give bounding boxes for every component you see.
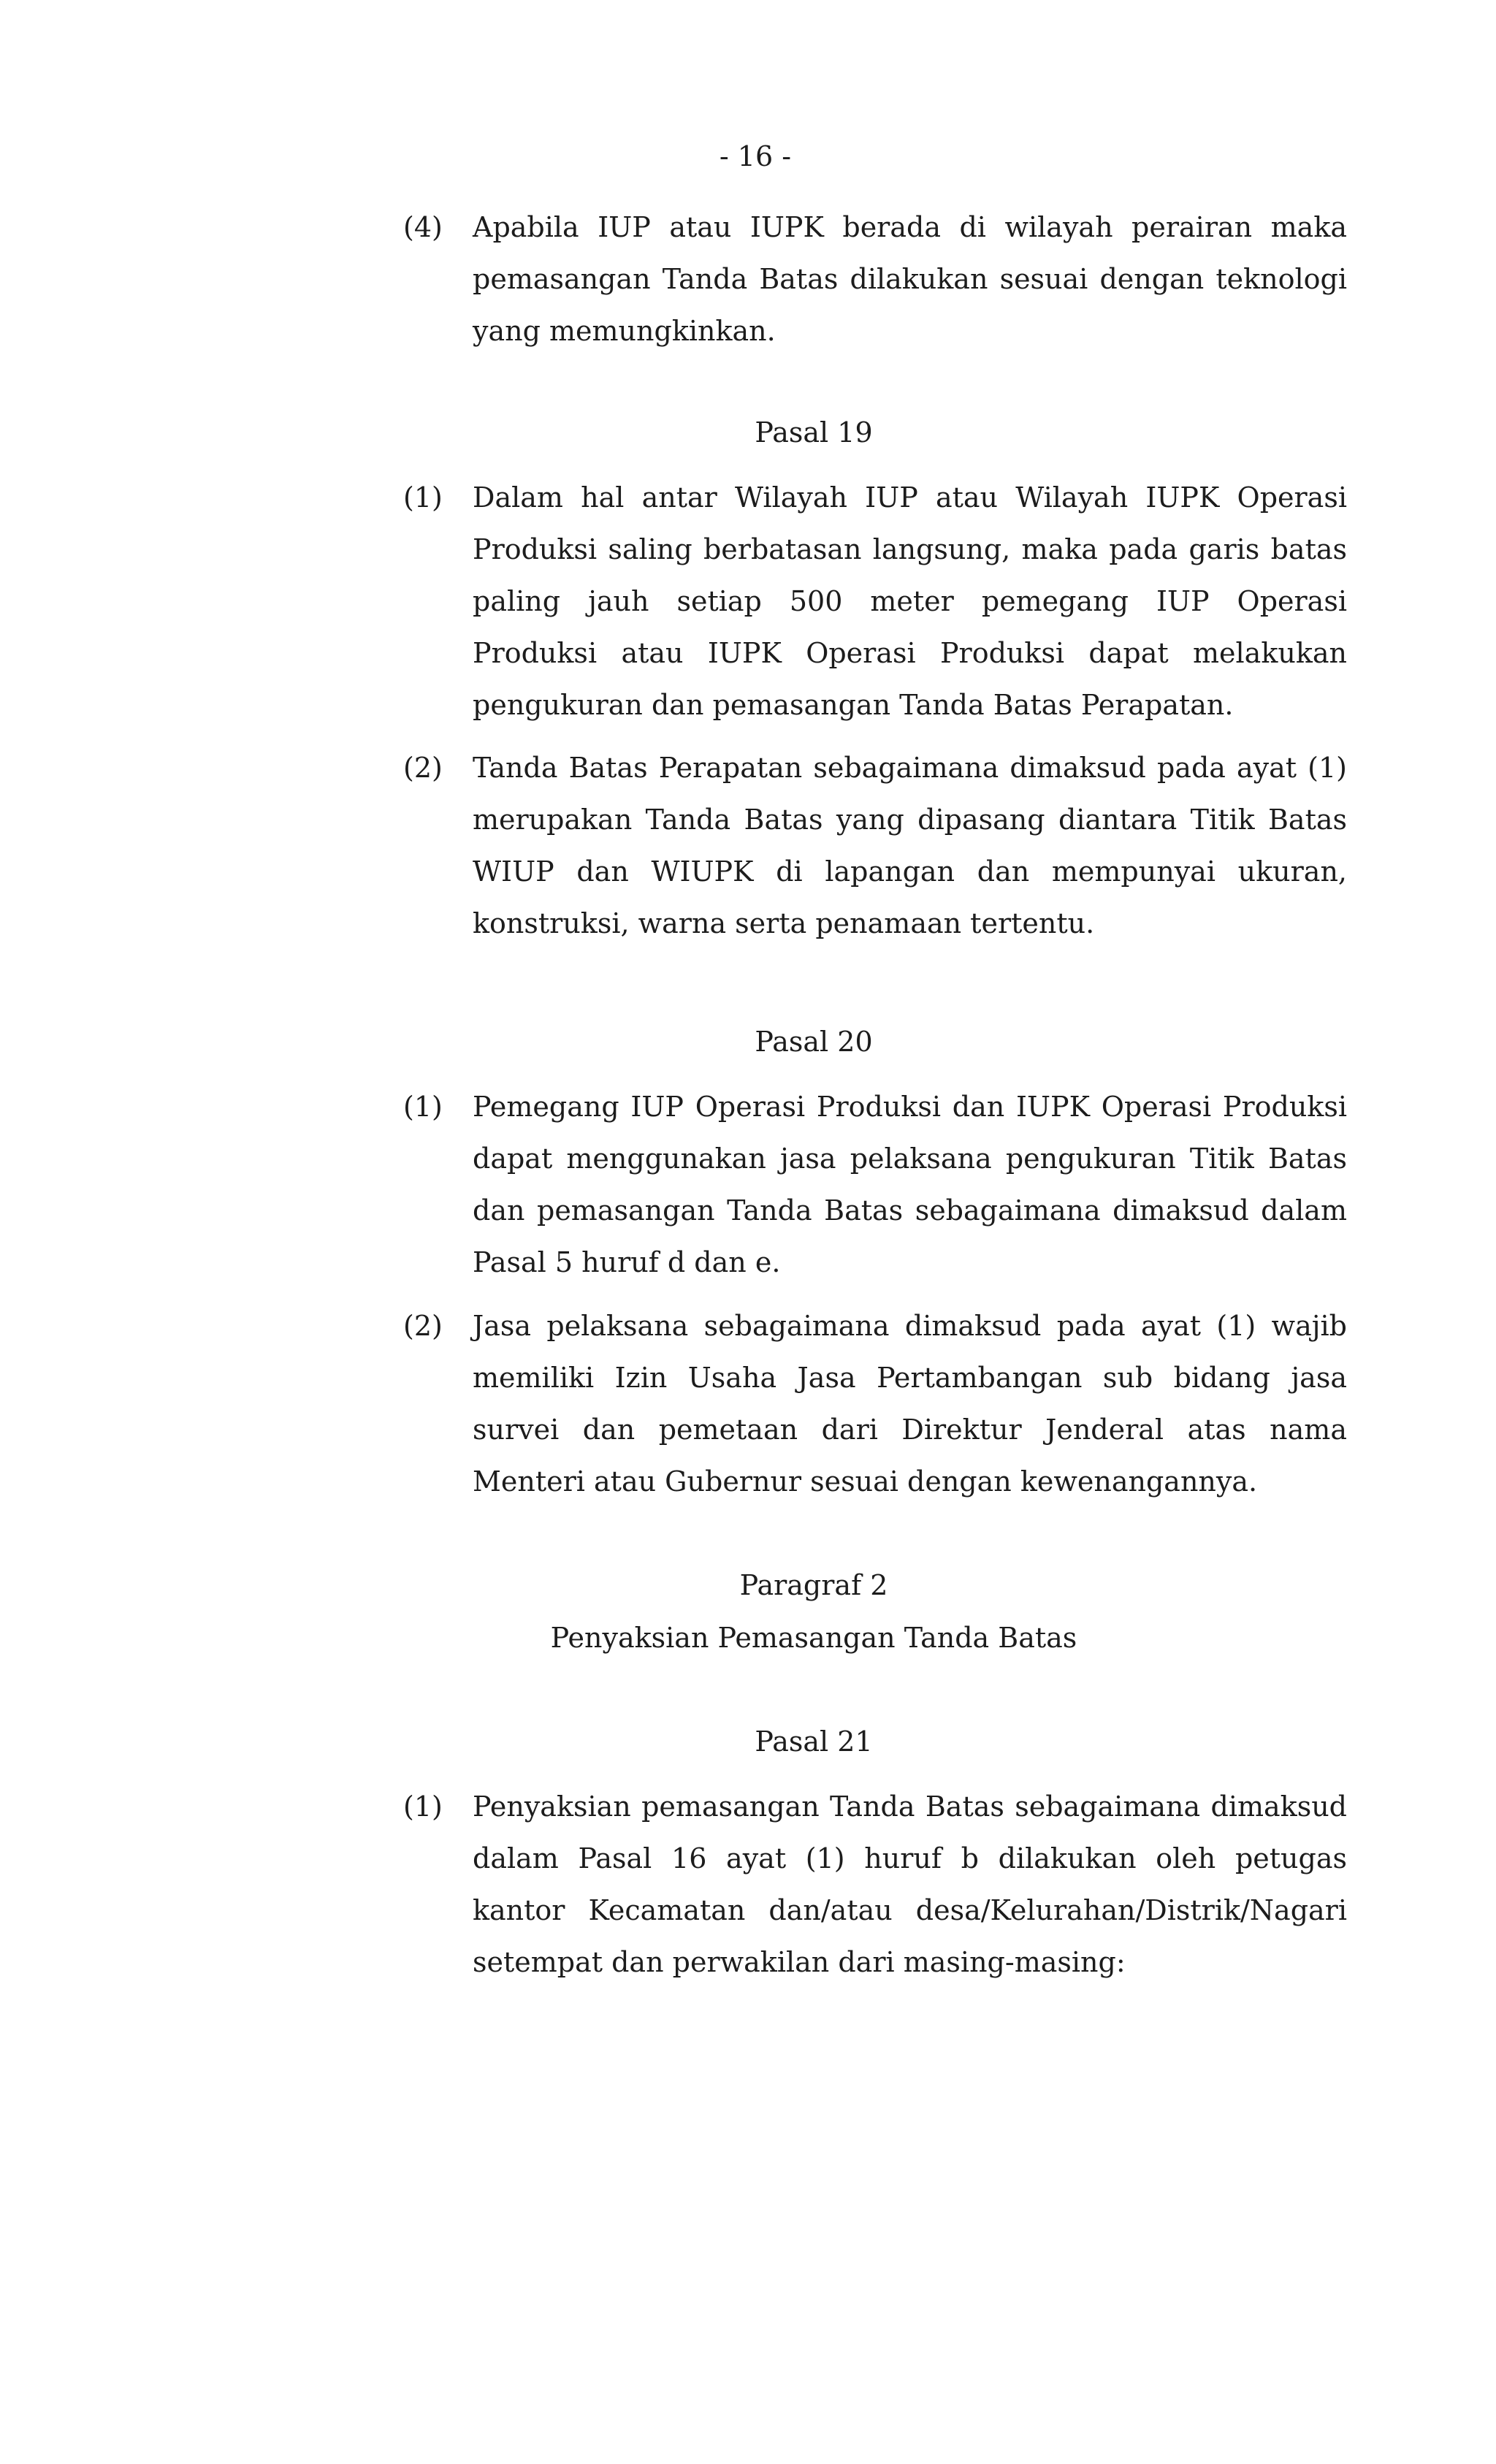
ayat-text: Penyaksian pemasangan Tanda Batas sebagaimana dimaksud dalam Pasal 16 ayat (1) huruf b dilakukan oleh petugas kantor Kecamatan dan/atau desa/Kelurahan/Distrik/Nagari setempat dan perwakilan dari masing-masing: [473, 1790, 1347, 1978]
paragraf-2-subtitle: Penyaksian Pemasangan Tanda Batas [550, 1622, 1077, 1654]
ayat-number: (4) [403, 211, 443, 243]
ayat-text: Tanda Batas Perapatan sebagaimana dimaksud pada ayat (1) merupakan Tanda Batas yang dipasang diantara Titik Batas WIUP dan WIUPK di lapangan dan mempunyai ukuran, konstruksi, warna serta penamaan tertentu. [473, 752, 1347, 939]
ayat-text: Dalam hal antar Wilayah IUP atau Wilayah IUPK Operasi Produksi saling berbatasan langsung, maka pada garis batas paling jauh setiap 500 meter pemegang IUP Operasi Produksi atau IUPK Operasi Produksi dapat melakukan pengukuran dan pemasangan Tanda Batas Perapatan. [473, 481, 1347, 721]
page-number: - 16 - [719, 140, 792, 172]
ayat-number: (1) [403, 481, 443, 514]
paragraf-2-title: Paragraf 2 [739, 1569, 888, 1601]
ayat-number: (1) [403, 1091, 443, 1123]
pasal-20-title: Pasal 20 [755, 1026, 873, 1058]
ayat-text: Pemegang IUP Operasi Produksi dan IUPK Operasi Produksi dapat menggunakan jasa pelaksana pengukuran Titik Batas dan pemasangan Tanda Batas sebagaimana dimaksud dalam Pasal 5 huruf d dan e. [473, 1091, 1347, 1278]
ayat-text: Apabila IUP atau IUPK berada di wilayah perairan maka pemasangan Tanda Batas dilakukan sesuai dengan teknologi yang memungkinkan. [473, 211, 1347, 347]
ayat-number: (1) [403, 1790, 443, 1823]
ayat-number: (2) [403, 752, 443, 784]
ayat-number: (2) [403, 1310, 443, 1342]
pasal-19-title: Pasal 19 [755, 416, 873, 449]
ayat-text: Jasa pelaksana sebagaimana dimaksud pada ayat (1) wajib memiliki Izin Usaha Jasa Pertambangan sub bidang jasa survei dan pemetaan dari Direktur Jenderal atas nama Menteri atau Gubernur sesuai dengan kewenangannya. [473, 1310, 1347, 1498]
pasal-21-title: Pasal 21 [755, 1725, 873, 1758]
